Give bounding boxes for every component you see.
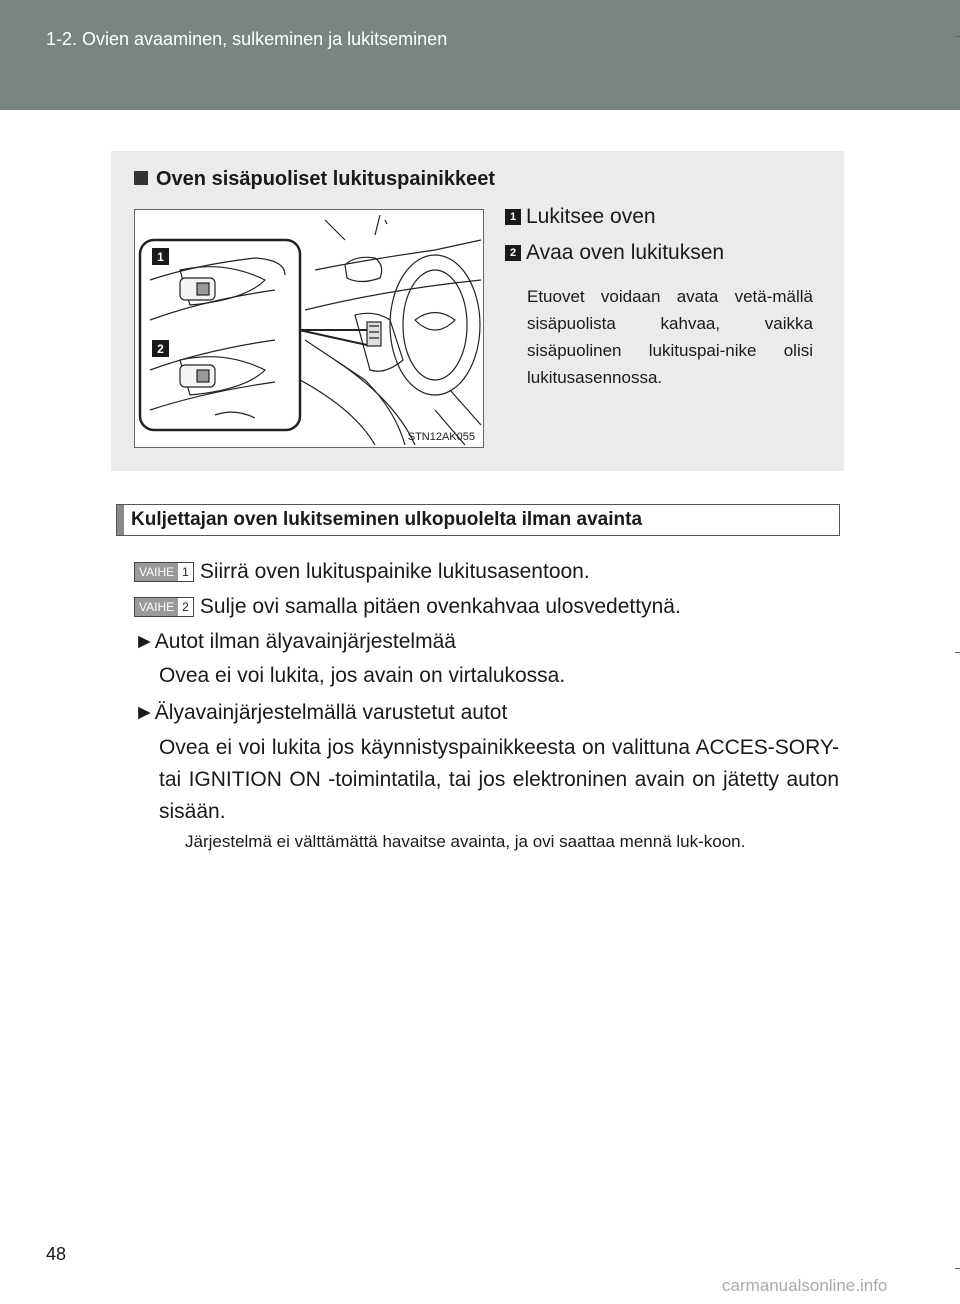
step-1-text: Siirrä oven lukituspainike lukitusasentoon.	[199, 560, 590, 583]
section-title: 1-2. Ovien avaaminen, sulkeminen ja lukitseminen	[46, 29, 448, 49]
section-heading	[116, 504, 840, 536]
legend-item-lock	[505, 205, 656, 229]
crop-mark	[955, 1268, 960, 1269]
section-heading-text: Kuljettajan oven lukitseminen ulkopuolelta ilman avainta	[131, 509, 643, 530]
step-word: VAIHE	[135, 598, 178, 616]
crop-mark	[955, 36, 960, 37]
crop-mark	[955, 652, 960, 653]
box-title	[134, 168, 495, 191]
page-header	[0, 0, 960, 110]
callout-1-label: 1	[157, 250, 164, 264]
legend-item-unlock	[505, 241, 724, 265]
bullet-1-title-text: Autot ilman älyavainjärjestelmää	[154, 630, 456, 653]
page-number: 48	[46, 1244, 67, 1264]
watermark: carmanualsonline.info	[722, 1276, 888, 1295]
car-interior-drawing	[135, 210, 483, 447]
bullet-2-text: Ovea ei voi lukita jos käynnistyspainikkeesta on valittuna ACCES-SORY- tai IGNITION ON -toimintatila, tai jos elektroninen avain on jätetty auton sisään.	[159, 736, 839, 823]
door-lock-illustration	[134, 209, 484, 448]
step-2-label	[134, 597, 194, 617]
badge-2: 2	[505, 245, 521, 261]
step-2-text: Sulje ovi samalla pitäen ovenkahvaa ulosvedettynä.	[199, 595, 681, 618]
bullet-1-title	[134, 630, 456, 654]
triangle-bullet-icon: ►	[134, 630, 155, 653]
legend-lock-label: Lukitsee oven	[526, 205, 656, 228]
small-note: Järjestelmä ei välttämättä havaitse avainta, ja ovi saattaa mennä luk-koon.	[185, 832, 746, 851]
box-note: Etuovet voidaan avata vetä-mällä sisäpuolista kahvaa, vaikka sisäpuolinen lukituspai-nike olisi lukitusasennossa.	[527, 287, 813, 387]
badge-1: 1	[505, 209, 521, 225]
callout-2-label: 2	[157, 342, 164, 356]
box-title-text: Oven sisäpuoliset lukituspainikkeet	[156, 168, 496, 190]
bullet-2-title-text: Älyavainjärjestelmällä varustetut autot	[154, 701, 508, 724]
step-number: 2	[178, 598, 193, 616]
figure-code: STN12AK055	[407, 431, 475, 443]
legend-unlock-label: Avaa oven lukituksen	[526, 241, 725, 264]
square-bullet-icon	[134, 171, 148, 185]
step-word: VAIHE	[135, 563, 178, 581]
step-1-label	[134, 562, 194, 582]
step-number: 1	[178, 563, 193, 581]
bullet-1-text: Ovea ei voi lukita, jos avain on virtalukossa.	[159, 664, 566, 687]
step-1	[134, 560, 590, 584]
bullet-2-title	[134, 701, 507, 725]
triangle-bullet-icon: ►	[134, 701, 155, 724]
step-2	[134, 595, 681, 619]
heading-bar	[117, 505, 124, 535]
